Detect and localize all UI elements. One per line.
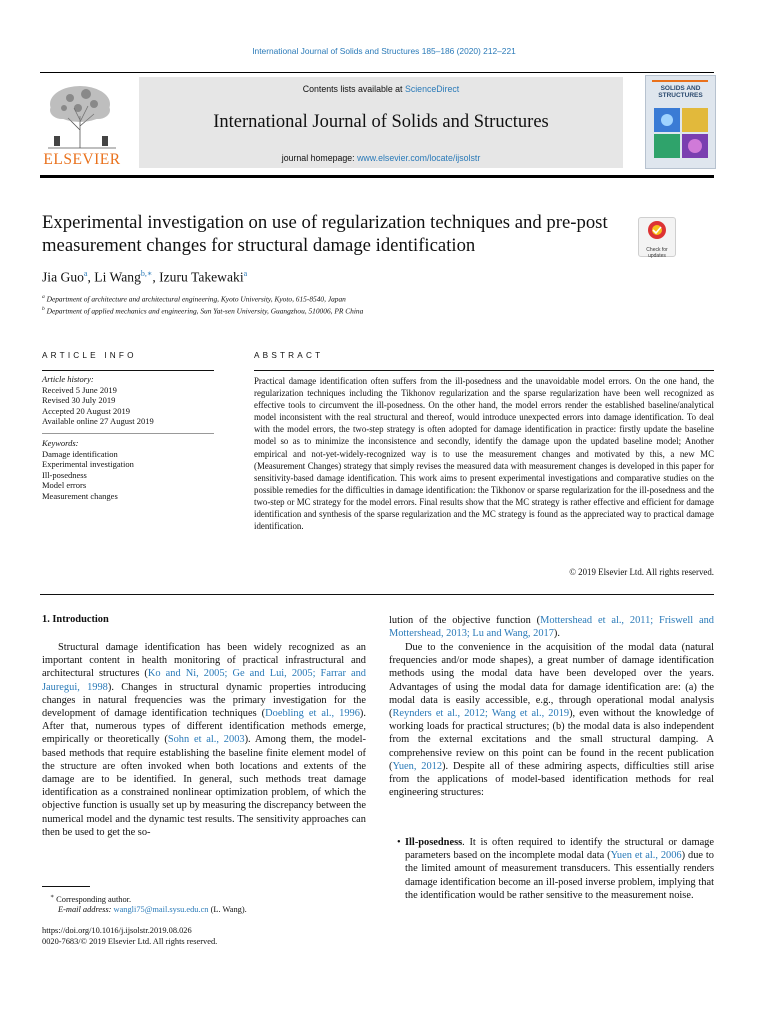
keyword: Experimental investigation — [42, 459, 134, 470]
affiliation-text: Department of applied mechanics and engineering, Sun Yat-sen University, Guangzhou, 510006, PR China — [46, 306, 364, 316]
affiliation-mark: a — [42, 294, 45, 300]
homepage-link[interactable]: www.elsevier.com/locate/ijsolstr — [357, 153, 481, 163]
history-label: Article history: — [42, 374, 94, 384]
issn-copyright: 0020-7683/© 2019 Elsevier Ltd. All rights reserved. — [42, 937, 218, 946]
keywords-block — [42, 438, 214, 502]
author-affil-mark[interactable]: a — [83, 269, 88, 278]
doi-link[interactable]: https://doi.org/10.1016/j.ijsolstr.2019.08.026 — [42, 926, 192, 935]
cover-title-2: STRUCTURES — [658, 92, 703, 99]
history-online: Available online 27 August 2019 — [42, 416, 154, 427]
keyword: Measurement changes — [42, 490, 118, 501]
author-name[interactable]: Li Wang — [94, 269, 141, 285]
intro-paragraph-1-continued — [389, 614, 714, 640]
abstract-rule — [254, 370, 714, 371]
affiliation-b — [42, 306, 363, 315]
email-label: E-mail address: — [58, 905, 114, 914]
article-history — [42, 374, 214, 427]
footnote-rule — [42, 886, 90, 887]
journal-title: International Journal of Solids and Structures — [213, 112, 549, 132]
citation-link[interactable]: Ko and Ni, 2005; Ge and Lui, 2005; Farrar and Jauregui, 1998 — [42, 668, 366, 693]
text-run: ). Despite all of these admiring aspects, difficulties still arise from the applications of model-based identification methods for real engineering structures: — [389, 760, 714, 799]
article-info-rule — [42, 370, 214, 371]
elsevier-wordmark: ELSEVIER — [43, 151, 121, 168]
header-thick-rule — [40, 175, 714, 178]
corresponding-text: Corresponding author. — [56, 894, 132, 904]
cover-title-1: SOLIDS AND — [660, 85, 701, 92]
history-received: Received 5 June 2019 — [42, 384, 117, 395]
keywords-rule — [42, 433, 214, 434]
text-run: ), even without the knowledge of working loads for practical structures; (b) the modal data is also independent from the external excitations and the small structural damping. A comprehensive review on this point can be found in the recent publication ( — [389, 708, 714, 772]
homepage-prefix: journal homepage: — [281, 153, 358, 163]
bullet-term: Ill-posedness — [405, 837, 463, 848]
journal-homepage-line — [139, 153, 623, 163]
text-run: ). — [553, 628, 560, 640]
journal-cover-image — [645, 75, 716, 169]
intro-paragraph-2 — [389, 641, 714, 799]
author-affil-mark[interactable]: a — [243, 269, 248, 278]
bullet-marker: • — [397, 837, 401, 848]
keywords-label: Keywords: — [42, 438, 79, 448]
affiliation-text: Department of architecture and architectural engineering, Kyoto University, Kyoto, 615-8540, Japan — [46, 294, 346, 304]
intro-paragraph-1 — [42, 641, 366, 839]
text-run: Structural damage identification has been widely recognized as an important content in health monitoring of practical infrastructural and architectural structures ( — [42, 642, 366, 680]
author-affil-mark[interactable]: b,∗ — [140, 269, 153, 278]
citation-link[interactable]: Sohn et al., 2003 — [167, 734, 245, 746]
contents-prefix: Contents lists available at — [302, 84, 405, 94]
email-suffix: (L. Wang). — [208, 905, 247, 914]
check-updates-icon — [639, 218, 675, 242]
citation-link[interactable]: Mottershead et al., 2011; Friswell and Mottershead, 2013; Lu and Wang, 2017 — [389, 615, 714, 640]
cover-artwork — [654, 108, 708, 158]
journal-reference[interactable]: International Journal of Solids and Structures 185–186 (2020) 212–221 — [252, 46, 516, 56]
author-name[interactable]: Jia Guo — [42, 269, 84, 285]
text-run: . It is often required to identify the structural or damage parameters based on the incomplete modal data ( — [405, 837, 714, 862]
bullet-ill-posedness — [405, 836, 714, 902]
text-run: ). Changes in structural dynamic properties introducing changes in natural frequencies was the primary investigation for the development of damage identification techniques ( — [42, 681, 366, 720]
check-updates-label: Check for updates — [646, 247, 668, 259]
author-name[interactable]: Izuru Takewaki — [159, 269, 244, 285]
text-run: ). Among them, the model-based methods that require establishing the baseline finite element model of the structure are often invoked when both locations and extents of the damage are to be identified. In general, such methods treat damage identification as a constrained nonlinear optimization problem, of which the objective function is usually set up by measuring the discrepancy between the numerical model and the dynamic test results. The sensitivity approaches can then be used to get the so- — [42, 734, 367, 838]
history-accepted: Accepted 20 August 2019 — [42, 405, 131, 416]
abstract-copyright: © 2019 Elsevier Ltd. All rights reserved. — [569, 567, 714, 577]
text-run: Due to the convenience in the acquisition of the modal data (natural frequencies and/or mode shapes), a great number of damage identification methods using the modal data have been developed over the years. Advantages of using the modal data for damage identification are: (a) the modal data is easily accessible, e.g., through operational modal analysis ( — [389, 642, 714, 720]
sciencedirect-link[interactable]: ScienceDirect — [404, 84, 460, 94]
citation-link[interactable]: Doebling et al., 1996 — [265, 708, 360, 720]
keyword: Ill-posedness — [42, 469, 87, 480]
abstract-text: Practical damage identification often suffers from the ill-posedness and the unavoidable model errors. On the one hand, the regularization techniques including the Tikhonov regularization and the sparse regularization have been well recognized as effective tools to circumvent the ill-posedness. On the other hand, the model errors render the established baseline/analytical model inconsistent with the real structural and thereof, would introduce unexpected errors into damage identification. To deal with the model errors, the two-step strategy is often adopted for damage identification in practice: firstly update the baseline model so as to minimize the inconsistence and secondly, identify the damage upon the updated baseline model; Another empirical and not-yet-widely-recognized way is to use the measurement changes and motivated by this, a new MC (Measurement Changes) strategy that simply revises the measured data with measurement changes is developed in this paper for sensitivity-based damage identification. This work aims to present experimental investigations and comparative studies on the possible remedies for the difficulties in damage identification: the Tikhonov or sparse regularization for the ill-posedness and the two-step or MC strategy for the model errors. Final results show that the MC strategy is rather effective and efficient for damage identification and synthesis of the sparse regularization and the MC strategy is found as the appreciated way to practical damage identification. — [254, 376, 714, 532]
text-run: ). After that, numerous types of different identification methods emerge, empirically or theoretically ( — [42, 708, 366, 746]
cover-stripe — [652, 80, 708, 82]
contents-line — [139, 84, 623, 94]
article-info-heading: ARTICLE INFO — [42, 351, 137, 360]
section-heading-introduction: 1. Introduction — [42, 614, 109, 625]
body-separator-rule — [40, 594, 714, 595]
text-run: ) due to the limited amount of measurement transducers. This essentially renders damage identification become an ill-posed inverse problem, implying that the identification would be rather sensitive to the measurement noise. — [405, 850, 715, 901]
citation-link[interactable]: Yuen et al., 2006 — [610, 850, 682, 862]
history-revised: Revised 30 July 2019 — [42, 395, 116, 406]
article-title: Experimental investigation on use of regularization techniques and pre-post measurement changes for structural damage identification — [42, 212, 608, 256]
affiliation-a — [42, 294, 346, 303]
author-list: Jia Guo$^a$, Li Wang$^{b,∗}$, Izuru Takewaki$^a$ — [42, 269, 248, 285]
email-note — [58, 905, 247, 914]
corresponding-author-note: ∗ Corresponding author. — [50, 894, 132, 904]
header-top-rule — [40, 72, 714, 73]
citation-link[interactable]: Yuen, 2012 — [392, 760, 443, 772]
email-link[interactable]: wangli75@mail.sysu.edu.cn — [113, 905, 209, 914]
keyword: Model errors — [42, 480, 87, 491]
keyword: Damage identification — [42, 448, 118, 459]
citation-link[interactable]: Reynders et al., 2012; Wang et al., 2019 — [392, 708, 570, 720]
affiliation-mark: b — [42, 306, 45, 312]
check-for-updates-badge[interactable] — [638, 217, 676, 257]
text-run: lution of the objective function ( — [389, 615, 541, 626]
abstract-heading: ABSTRACT — [254, 351, 324, 360]
